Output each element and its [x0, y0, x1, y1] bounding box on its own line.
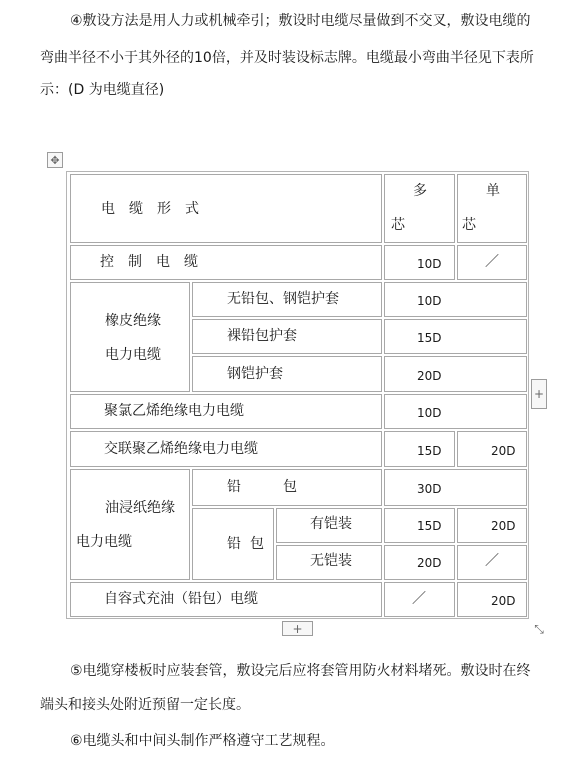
header-multi-core-1: 多: [413, 183, 427, 199]
table-border-bottom: [66, 618, 529, 619]
oil-paper-lead-label: 铅 包: [227, 479, 297, 495]
oil-paper-lead2-char2: 包: [250, 536, 264, 552]
table-resize-handle[interactable]: ⤡: [534, 622, 544, 636]
rubber-sub3-value: 20D: [417, 369, 442, 383]
oil-paper-unarmored-single: ／: [485, 553, 499, 569]
oil-paper-armored-multi: 15D: [417, 519, 442, 533]
cell-frame: [384, 394, 527, 429]
xlpe-cable-multi: 15D: [417, 444, 442, 458]
cell-frame: [192, 356, 382, 392]
paragraph-5-line-1: ⑤电缆穿楼板时应装套管，敷设完后应将套管用防火材料堵死。敷设时在终: [70, 663, 531, 679]
control-cable-label: 控 制 电 缆: [100, 254, 198, 270]
table-border-top: [66, 171, 529, 172]
oil-paper-armored-single: 20D: [491, 519, 516, 533]
paragraph-4-line-1: ④敷设方法是用人力或机械牵引；敷设时电缆尽量做到不交叉，敷设电缆的: [70, 13, 531, 29]
header-single-core-2: 芯: [462, 217, 476, 233]
paragraph-4-line-2: 弯曲半径不小于其外径的10倍，并及时装设标志牌。电缆最小弯曲半径见下表所: [40, 50, 534, 66]
pvc-cable-value: 10D: [417, 406, 442, 420]
paragraph-5-line-2: 端头和接头处附近预留一定长度。: [40, 697, 250, 713]
oil-filled-cable-single: 20D: [491, 594, 516, 608]
rubber-group-label-1: 橡皮绝缘: [105, 313, 161, 329]
table-border-right: [528, 171, 529, 619]
oil-paper-lead2-char1: 铅: [227, 536, 241, 552]
paragraph-6-line-1: ⑥电缆头和中间头制作严格遵守工艺规程。: [70, 733, 335, 749]
header-cable-type: 电 缆 形 式: [101, 201, 199, 217]
oil-paper-group-label-1: 油浸纸绝缘: [105, 500, 175, 516]
table-move-handle[interactable]: ✥: [47, 152, 63, 168]
oil-paper-lead-value: 30D: [417, 482, 442, 496]
rubber-sub2-value: 15D: [417, 331, 442, 345]
cell-frame: [70, 469, 190, 580]
cell-frame: [384, 319, 527, 354]
cell-frame: [70, 282, 190, 392]
control-cable-multi: 10D: [417, 257, 442, 271]
rubber-sub1-value: 10D: [417, 294, 442, 308]
pvc-cable-label: 聚氯乙烯绝缘电力电缆: [104, 403, 244, 419]
header-multi-core-2: 芯: [391, 217, 405, 233]
header-single-core-1: 单: [486, 183, 500, 199]
rubber-group-label-2: 电力电缆: [105, 347, 161, 363]
xlpe-cable-label: 交联聚乙烯绝缘电力电缆: [104, 441, 258, 457]
add-row-button[interactable]: +: [282, 621, 313, 636]
add-column-button[interactable]: +: [531, 379, 547, 409]
rubber-sub2-label: 裸铅包护套: [227, 328, 297, 344]
paragraph-4-line-3: 示：(D 为电缆直径): [40, 82, 165, 98]
oil-paper-unarmored-multi: 20D: [417, 556, 442, 570]
cell-frame: [384, 282, 527, 317]
cell-frame: [384, 469, 527, 506]
cell-frame: [384, 356, 527, 392]
oil-filled-cable-multi: ／: [412, 591, 426, 607]
table-border-left: [66, 171, 67, 619]
oil-paper-group-label-2: 电力电缆: [76, 534, 132, 550]
oil-filled-cable-label: 自容式充油（铅包）电缆: [104, 591, 258, 607]
rubber-sub1-label: 无铅包、钢铠护套: [227, 291, 339, 307]
control-cable-single: ／: [485, 254, 499, 270]
rubber-sub3-label: 钢铠护套: [227, 366, 283, 382]
oil-paper-unarmored-label: 无铠装: [310, 553, 352, 569]
xlpe-cable-single: 20D: [491, 444, 516, 458]
oil-paper-armored-label: 有铠装: [310, 516, 352, 532]
